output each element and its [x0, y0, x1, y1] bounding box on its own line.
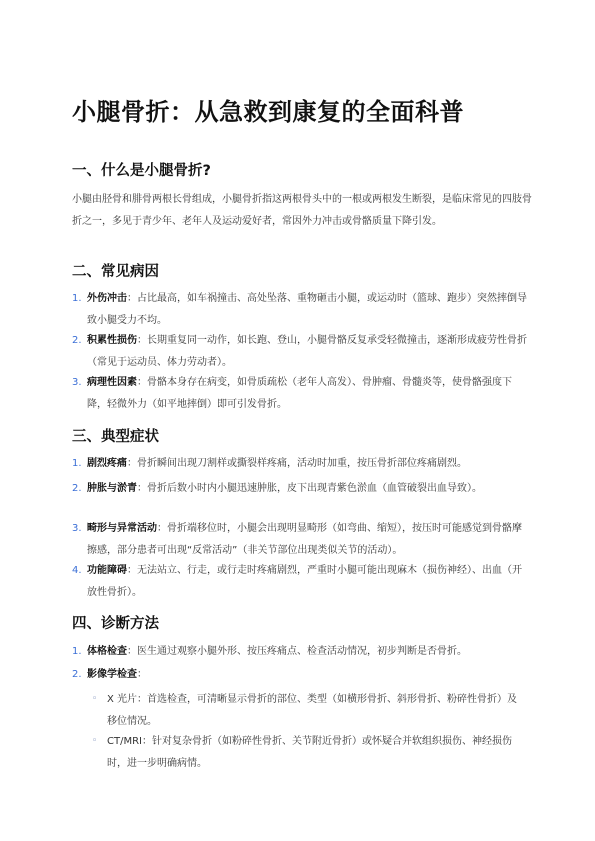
- section-heading-causes: 二、常见病因: [72, 264, 159, 280]
- list-item-text: ：长期重复同一动作，如长跑、登山，小腿骨骼反复承受轻微撞击，逐渐形成疲劳性骨折（常见于运动员、体力劳动者）。: [87, 335, 527, 368]
- list-item: [72, 330, 527, 373]
- list-item-label: 功能障碍: [87, 565, 127, 576]
- list-number: 1.: [72, 458, 82, 469]
- list-item-text: ：占比最高，如车祸撞击、高处坠落、重物砸击小腿，或运动时（篮球、跑步）突然摔倒导致小腿受力不均。: [87, 293, 527, 326]
- list-item: [72, 478, 527, 500]
- section-heading-what-is: 一、什么是小腿骨折?: [72, 163, 211, 179]
- list-item: [72, 453, 527, 475]
- list-item-label: 畸形与异常活动: [87, 523, 157, 534]
- list-number: 2.: [72, 669, 82, 680]
- list-item-text: ：骨折瞬间出现刀割样或撕裂样疼痛，活动时加重，按压骨折部位疼痛剧烈。: [127, 458, 467, 469]
- list-item-text: ：骨骼本身存在病变，如骨质疏松（老年人高发）、骨肿瘤、骨髓炎等，使骨骼强度下降，轻微外力（如平地摔倒）即可引发骨折。: [87, 377, 512, 410]
- list-item-label: 积累性损伤: [87, 335, 137, 346]
- list-item-text: ：骨折端移位时，小腿会出现明显畸形（如弯曲、缩短），按压时可能感觉到骨骼摩擦感，部分患者可出现“反常活动”（非关节部位出现类似关节的活动）。: [87, 523, 522, 556]
- list-item: [72, 560, 527, 603]
- list-number: 3.: [72, 377, 82, 388]
- sub-list-item-text: X 光片：首选检查，可清晰显示骨折的部位、类型（如横形骨折、斜形骨折、粉碎性骨折）及移位情况。: [107, 694, 518, 727]
- list-item-text: ：医生通过观察小腿外形、按压疼痛点、检查活动情况，初步判断是否骨折。: [127, 646, 467, 657]
- section-heading-symptoms: 三、典型症状: [72, 429, 159, 445]
- list-number: 3.: [72, 523, 82, 534]
- list-item: [72, 641, 527, 663]
- sub-list-item: [92, 689, 527, 732]
- page-title: 小腿骨折：从急救到康复的全面科普: [72, 98, 464, 126]
- list-item-label: 外伤冲击: [87, 293, 127, 304]
- list-number: 4.: [72, 565, 82, 576]
- list-number: 1.: [72, 646, 82, 657]
- bullet-icon: ◦: [92, 694, 98, 704]
- bullet-icon: ◦: [92, 736, 98, 746]
- sub-list-item: [92, 731, 527, 774]
- list-item-label: 病理性因素: [87, 377, 137, 388]
- list-item: [72, 518, 527, 561]
- sub-list-item-text: CT/MRI：针对复杂骨折（如粉碎性骨折、关节附近骨折）或怀疑合并软组织损伤、神经损伤时，进一步明确病情。: [107, 736, 512, 769]
- list-item: [72, 288, 527, 331]
- section-paragraph-what-is: 小腿由胫骨和腓骨两根长骨组成，小腿骨折指这两根骨头中的一根或两根发生断裂，是临床常见的四肢骨折之一，多见于青少年、老年人及运动爱好者，常因外力冲击或骨骼质量下降引发。: [72, 194, 532, 227]
- list-number: 2.: [72, 335, 82, 346]
- section-heading-diagnosis: 四、诊断方法: [72, 616, 159, 632]
- list-item-label: 体格检查: [87, 646, 127, 657]
- list-item: [72, 372, 527, 415]
- list-item-text: ：骨折后数小时内小腿迅速肿胀，皮下出现青紫色淤血（血管破裂出血导致）。: [137, 483, 482, 494]
- list-number: 1.: [72, 293, 82, 304]
- list-item-label: 肿胀与淤青: [87, 483, 137, 494]
- list-number: 2.: [72, 483, 82, 494]
- list-item-text: ：: [137, 669, 147, 680]
- list-item-label: 剧烈疼痛: [87, 458, 127, 469]
- list-item-text: ：无法站立、行走，或行走时疼痛剧烈，严重时小腿可能出现麻木（损伤神经）、出血（开放性骨折）。: [87, 565, 522, 598]
- list-item-label: 影像学检查: [87, 669, 137, 680]
- list-item: [72, 664, 527, 686]
